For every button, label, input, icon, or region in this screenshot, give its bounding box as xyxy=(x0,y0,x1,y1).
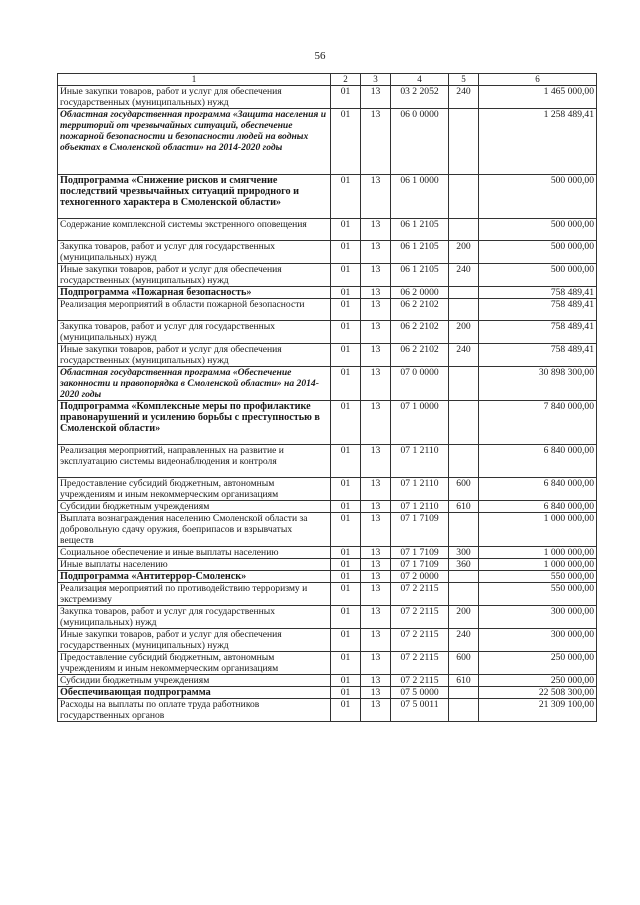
row-name-cell: Социальное обеспечение и иные выплаты населению xyxy=(58,547,331,559)
expense-type-cell xyxy=(449,699,479,722)
section-code-cell: 01 xyxy=(331,86,361,109)
row-name-cell: Подпрограмма «Антитеррор-Смоленск» xyxy=(58,571,331,583)
target-article-cell: 07 2 0000 xyxy=(391,571,449,583)
row-name-cell: Иные закупки товаров, работ и услуг для обеспечения государственных (муниципальных) нужд xyxy=(58,344,331,367)
expense-type-cell xyxy=(449,367,479,401)
row-name-cell: Реализация мероприятий в области пожарной безопасности xyxy=(58,299,331,321)
table-row xyxy=(58,652,597,675)
amount-cell: 6 840 000,00 xyxy=(479,478,597,501)
target-article-cell: 06 2 2102 xyxy=(391,344,449,367)
target-article-cell: 07 0 0000 xyxy=(391,367,449,401)
table-row xyxy=(58,401,597,445)
column-header: 3 xyxy=(361,74,391,86)
expense-type-cell: 240 xyxy=(449,629,479,652)
target-article-cell: 03 2 2052 xyxy=(391,86,449,109)
table-row xyxy=(58,219,597,241)
expense-type-cell xyxy=(449,219,479,241)
section-code-cell: 01 xyxy=(331,606,361,629)
expense-type-cell: 240 xyxy=(449,86,479,109)
row-name-cell: Субсидии бюджетным учреждениям xyxy=(58,675,331,687)
table-row xyxy=(58,606,597,629)
row-name-cell: Выплата вознаграждения населению Смоленской области за добровольную сдачу оружия, боеприпасов и взрывчатых веществ xyxy=(58,513,331,547)
row-name-cell: Закупка товаров, работ и услуг для государственных (муниципальных) нужд xyxy=(58,606,331,629)
row-name-cell: Предоставление субсидий бюджетным, автономным учреждениям и иным некоммерческим организациям xyxy=(58,652,331,675)
amount-cell: 300 000,00 xyxy=(479,606,597,629)
amount-cell: 758 489,41 xyxy=(479,321,597,344)
row-name-cell: Содержание комплексной системы экстренного оповещения xyxy=(58,219,331,241)
section-code-cell: 01 xyxy=(331,367,361,401)
table-row xyxy=(58,675,597,687)
target-article-cell: 07 2 2115 xyxy=(391,606,449,629)
row-name-cell: Иные выплаты населению xyxy=(58,559,331,571)
section-code-cell: 01 xyxy=(331,699,361,722)
target-article-cell: 07 1 7109 xyxy=(391,547,449,559)
expense-type-cell xyxy=(449,583,479,606)
amount-cell: 250 000,00 xyxy=(479,652,597,675)
subsection-code-cell: 13 xyxy=(361,687,391,699)
expense-type-cell: 200 xyxy=(449,241,479,264)
amount-cell: 758 489,41 xyxy=(479,344,597,367)
subsection-code-cell: 13 xyxy=(361,583,391,606)
expense-type-cell xyxy=(449,571,479,583)
section-code-cell: 01 xyxy=(331,687,361,699)
section-code-cell: 01 xyxy=(331,559,361,571)
expense-type-cell: 240 xyxy=(449,264,479,287)
row-name-cell: Субсидии бюджетным учреждениям xyxy=(58,501,331,513)
table-row xyxy=(58,344,597,367)
target-article-cell: 06 0 0000 xyxy=(391,109,449,175)
subsection-code-cell: 13 xyxy=(361,547,391,559)
amount-cell: 550 000,00 xyxy=(479,583,597,606)
amount-cell: 6 840 000,00 xyxy=(479,445,597,478)
target-article-cell: 07 1 2110 xyxy=(391,501,449,513)
expense-type-cell xyxy=(449,287,479,299)
row-name-cell: Закупка товаров, работ и услуг для государственных (муниципальных) нужд xyxy=(58,321,331,344)
table-row xyxy=(58,287,597,299)
row-name-cell: Иные закупки товаров, работ и услуг для обеспечения государственных (муниципальных) нужд xyxy=(58,629,331,652)
amount-cell: 300 000,00 xyxy=(479,629,597,652)
target-article-cell: 07 1 0000 xyxy=(391,401,449,445)
budget-table xyxy=(57,73,597,722)
expense-type-cell: 600 xyxy=(449,652,479,675)
amount-cell: 1 258 489,41 xyxy=(479,109,597,175)
amount-cell: 250 000,00 xyxy=(479,675,597,687)
amount-cell: 1 465 000,00 xyxy=(479,86,597,109)
expense-type-cell xyxy=(449,299,479,321)
amount-cell: 758 489,41 xyxy=(479,299,597,321)
table-row xyxy=(58,86,597,109)
target-article-cell: 07 2 2115 xyxy=(391,583,449,606)
subsection-code-cell: 13 xyxy=(361,401,391,445)
amount-cell: 21 309 100,00 xyxy=(479,699,597,722)
row-name-cell: Иные закупки товаров, работ и услуг для обеспечения государственных (муниципальных) нужд xyxy=(58,86,331,109)
target-article-cell: 07 2 2115 xyxy=(391,629,449,652)
expense-type-cell: 600 xyxy=(449,478,479,501)
table-row xyxy=(58,109,597,175)
column-header: 5 xyxy=(449,74,479,86)
target-article-cell: 07 1 2110 xyxy=(391,445,449,478)
target-article-cell: 07 1 7109 xyxy=(391,513,449,547)
section-code-cell: 01 xyxy=(331,219,361,241)
table-row xyxy=(58,513,597,547)
amount-cell: 1 000 000,00 xyxy=(479,513,597,547)
amount-cell: 500 000,00 xyxy=(479,219,597,241)
subsection-code-cell: 13 xyxy=(361,652,391,675)
table-row xyxy=(58,559,597,571)
amount-cell: 500 000,00 xyxy=(479,264,597,287)
column-header: 6 xyxy=(479,74,597,86)
subsection-code-cell: 13 xyxy=(361,571,391,583)
table-row xyxy=(58,687,597,699)
subsection-code-cell: 13 xyxy=(361,445,391,478)
row-name-cell: Реализация мероприятий, направленных на развитие и эксплуатацию системы видеонаблюдения и контроля xyxy=(58,445,331,478)
table-row xyxy=(58,583,597,606)
section-code-cell: 01 xyxy=(331,175,361,219)
subsection-code-cell: 13 xyxy=(361,241,391,264)
subsection-code-cell: 13 xyxy=(361,478,391,501)
target-article-cell: 06 1 2105 xyxy=(391,219,449,241)
subsection-code-cell: 13 xyxy=(361,699,391,722)
amount-cell: 758 489,41 xyxy=(479,287,597,299)
target-article-cell: 06 1 2105 xyxy=(391,264,449,287)
table-row xyxy=(58,629,597,652)
target-article-cell: 07 5 0000 xyxy=(391,687,449,699)
expense-type-cell: 300 xyxy=(449,547,479,559)
expense-type-cell xyxy=(449,109,479,175)
table-row xyxy=(58,367,597,401)
section-code-cell: 01 xyxy=(331,241,361,264)
amount-cell: 22 508 300,00 xyxy=(479,687,597,699)
section-code-cell: 01 xyxy=(331,299,361,321)
row-name-cell: Расходы на выплаты по оплате труда работников государственных органов xyxy=(58,699,331,722)
row-name-cell: Предоставление субсидий бюджетным, автономным учреждениям и иным некоммерческим организациям xyxy=(58,478,331,501)
subsection-code-cell: 13 xyxy=(361,513,391,547)
target-article-cell: 07 5 0011 xyxy=(391,699,449,722)
column-header: 2 xyxy=(331,74,361,86)
expense-type-cell xyxy=(449,687,479,699)
subsection-code-cell: 13 xyxy=(361,501,391,513)
row-name-cell: Подпрограмма «Комплексные меры по профилактике правонарушений и усилению борьбы с преступностью в Смоленской области» xyxy=(58,401,331,445)
row-name-cell: Подпрограмма «Снижение рисков и смягчение последствий чрезвычайных ситуаций природного и техногенного характера в Смоленской области» xyxy=(58,175,331,219)
section-code-cell: 01 xyxy=(331,513,361,547)
expense-type-cell: 610 xyxy=(449,501,479,513)
section-code-cell: 01 xyxy=(331,344,361,367)
target-article-cell: 06 1 2105 xyxy=(391,241,449,264)
table-row xyxy=(58,241,597,264)
expense-type-cell xyxy=(449,445,479,478)
table-row xyxy=(58,445,597,478)
section-code-cell: 01 xyxy=(331,501,361,513)
amount-cell: 6 840 000,00 xyxy=(479,501,597,513)
table-row xyxy=(58,264,597,287)
subsection-code-cell: 13 xyxy=(361,559,391,571)
expense-type-cell: 200 xyxy=(449,321,479,344)
subsection-code-cell: 13 xyxy=(361,675,391,687)
subsection-code-cell: 13 xyxy=(361,321,391,344)
table-row xyxy=(58,571,597,583)
section-code-cell: 01 xyxy=(331,264,361,287)
table-row xyxy=(58,321,597,344)
subsection-code-cell: 13 xyxy=(361,86,391,109)
subsection-code-cell: 13 xyxy=(361,299,391,321)
expense-type-cell xyxy=(449,513,479,547)
table-header-row xyxy=(58,74,597,86)
section-code-cell: 01 xyxy=(331,478,361,501)
target-article-cell: 06 2 0000 xyxy=(391,287,449,299)
target-article-cell: 06 2 2102 xyxy=(391,299,449,321)
table-row xyxy=(58,299,597,321)
target-article-cell: 07 2 2115 xyxy=(391,675,449,687)
page-number: 56 xyxy=(314,50,326,62)
amount-cell: 500 000,00 xyxy=(479,175,597,219)
amount-cell: 1 000 000,00 xyxy=(479,547,597,559)
section-code-cell: 01 xyxy=(331,652,361,675)
amount-cell: 500 000,00 xyxy=(479,241,597,264)
subsection-code-cell: 13 xyxy=(361,109,391,175)
table-row xyxy=(58,501,597,513)
amount-cell: 7 840 000,00 xyxy=(479,401,597,445)
target-article-cell: 07 1 2110 xyxy=(391,478,449,501)
target-article-cell: 06 2 2102 xyxy=(391,321,449,344)
column-header: 1 xyxy=(58,74,331,86)
expense-type-cell xyxy=(449,175,479,219)
table-row xyxy=(58,547,597,559)
section-code-cell: 01 xyxy=(331,583,361,606)
target-article-cell: 06 1 0000 xyxy=(391,175,449,219)
subsection-code-cell: 13 xyxy=(361,219,391,241)
expense-type-cell: 360 xyxy=(449,559,479,571)
expense-type-cell xyxy=(449,401,479,445)
table-row xyxy=(58,478,597,501)
section-code-cell: 01 xyxy=(331,321,361,344)
amount-cell: 1 000 000,00 xyxy=(479,559,597,571)
table-row xyxy=(58,175,597,219)
expense-type-cell: 240 xyxy=(449,344,479,367)
amount-cell: 30 898 300,00 xyxy=(479,367,597,401)
section-code-cell: 01 xyxy=(331,287,361,299)
subsection-code-cell: 13 xyxy=(361,629,391,652)
row-name-cell: Областная государственная программа «Обеспечение законности и правопорядка в Смоленской области» на 2014-2020 годы xyxy=(58,367,331,401)
section-code-cell: 01 xyxy=(331,629,361,652)
row-name-cell: Закупка товаров, работ и услуг для государственных (муниципальных) нужд xyxy=(58,241,331,264)
target-article-cell: 07 2 2115 xyxy=(391,652,449,675)
row-name-cell: Подпрограмма «Пожарная безопасность» xyxy=(58,287,331,299)
expense-type-cell: 610 xyxy=(449,675,479,687)
section-code-cell: 01 xyxy=(331,547,361,559)
section-code-cell: 01 xyxy=(331,571,361,583)
subsection-code-cell: 13 xyxy=(361,287,391,299)
column-header: 4 xyxy=(391,74,449,86)
subsection-code-cell: 13 xyxy=(361,606,391,629)
section-code-cell: 01 xyxy=(331,401,361,445)
row-name-cell: Обеспечивающая подпрограмма xyxy=(58,687,331,699)
subsection-code-cell: 13 xyxy=(361,175,391,219)
table-row xyxy=(58,699,597,722)
section-code-cell: 01 xyxy=(331,445,361,478)
section-code-cell: 01 xyxy=(331,109,361,175)
target-article-cell: 07 1 7109 xyxy=(391,559,449,571)
row-name-cell: Иные закупки товаров, работ и услуг для обеспечения государственных (муниципальных) нужд xyxy=(58,264,331,287)
subsection-code-cell: 13 xyxy=(361,344,391,367)
expense-type-cell: 200 xyxy=(449,606,479,629)
amount-cell: 550 000,00 xyxy=(479,571,597,583)
row-name-cell: Реализация мероприятий по противодействию терроризму и экстремизму xyxy=(58,583,331,606)
section-code-cell: 01 xyxy=(331,675,361,687)
row-name-cell: Областная государственная программа «Защита населения и территорий от чрезвычайных ситуаций, обеспечение пожарной безопасности и безопасности людей на водных объектах в Смоленской области» на 2014-2020 годы xyxy=(58,109,331,175)
subsection-code-cell: 13 xyxy=(361,264,391,287)
subsection-code-cell: 13 xyxy=(361,367,391,401)
